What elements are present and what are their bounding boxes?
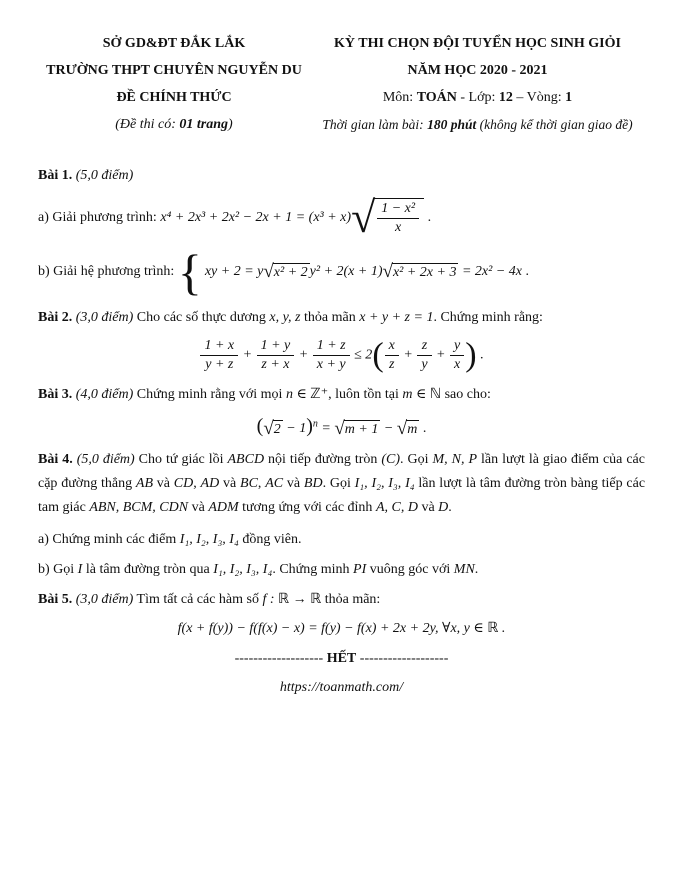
- problem-label: Bài 3.: [38, 387, 73, 402]
- text-segment: lần lượt là tâm đường tròn bàng tiếp các tam giác: [38, 476, 646, 515]
- department-name: SỞ GD&ĐT ĐẮK LẮK: [102, 36, 246, 51]
- duration-line: [310, 111, 645, 138]
- text-segment: Tìm tất cả các hàm số: [133, 592, 263, 607]
- text-segment: .: [448, 500, 452, 515]
- problem-label: Bài 4.: [38, 452, 73, 467]
- exponent: n: [312, 418, 318, 430]
- text-segment: thỏa mãn:: [321, 592, 381, 607]
- fraction: [200, 338, 238, 373]
- text-segment: là tâm đường tròn qua: [82, 562, 214, 577]
- square-root: [396, 417, 420, 439]
- het-label: HẾT: [326, 651, 357, 666]
- text-segment: sao cho:: [441, 387, 491, 402]
- operator: −: [380, 421, 397, 436]
- system-rows: [205, 259, 522, 285]
- equation-system: [178, 246, 522, 298]
- left-paren: (: [256, 415, 264, 437]
- text-segment: .: [522, 264, 529, 280]
- operator: +: [242, 347, 253, 363]
- fraction: [257, 338, 295, 373]
- radicand: 2: [273, 421, 281, 437]
- radical-sign: √: [396, 417, 408, 439]
- fraction-denominator: x + y: [316, 357, 346, 372]
- radicand: x² + 2x + 3: [392, 264, 457, 280]
- text-segment: . Gọi: [400, 452, 433, 467]
- fraction: [417, 338, 431, 373]
- subject-name: TOÁN: [416, 90, 457, 105]
- radical-sign: √: [382, 260, 393, 282]
- issuer-block: [38, 30, 310, 138]
- math-segment: I₁, I₂, I₃, I₄: [354, 476, 415, 491]
- problem-points: (5,0 điểm): [75, 168, 134, 183]
- math-segment: xy + 2 = y: [204, 264, 264, 279]
- square-root: [382, 260, 459, 282]
- page-count-note: [38, 111, 310, 138]
- duration-value: 180 phút: [427, 117, 477, 132]
- problem-5-equation: f(x + f(y)) − f(f(x) − x) = f(y) − f(x) + 2x + 2y, ∀x, y ∈ ℝ .: [177, 621, 506, 636]
- operator: +: [298, 347, 309, 363]
- math-segment: ABCD: [227, 452, 265, 467]
- problem-5-heading: [38, 588, 645, 612]
- source-link[interactable]: https://toanmath.com/: [279, 680, 404, 695]
- problem-3-heading: [38, 383, 645, 407]
- problem-3-equation: [38, 415, 645, 438]
- operator: +: [436, 347, 446, 363]
- radicand: [373, 198, 424, 236]
- math-segment: PI: [353, 562, 367, 577]
- text-segment: .: [474, 562, 479, 577]
- problem-4b-line: [38, 558, 645, 582]
- operator: +: [403, 347, 413, 363]
- problem-points: (4,0 điểm): [75, 387, 134, 402]
- exam-header: [38, 30, 645, 138]
- text-segment: a) Chứng minh các điểm: [38, 532, 180, 547]
- problem-4-statement: [38, 448, 645, 520]
- text-segment: – Vòng:: [512, 90, 566, 105]
- text-segment: . Chứng minh rằng:: [433, 310, 543, 325]
- text-segment: và: [153, 476, 174, 491]
- square-root: [351, 193, 424, 242]
- fraction-numerator: x: [385, 338, 399, 356]
- fraction-denominator: z + x: [261, 357, 290, 372]
- system-row: [204, 260, 310, 282]
- grade-value: 12: [498, 90, 513, 105]
- math-segment: BC: [240, 476, 258, 491]
- text-segment: và: [219, 476, 241, 491]
- fraction-numerator: 1 − x²: [377, 201, 419, 219]
- relation: =: [317, 421, 335, 436]
- dash-segment: -------------------: [234, 651, 324, 666]
- school-name: TRƯỜNG THPT CHUYÊN NGUYỄN DU: [46, 63, 302, 78]
- subject-line: [310, 84, 645, 111]
- radical-sign: √: [334, 417, 345, 439]
- text-segment: . Gọi: [322, 476, 355, 491]
- problem-1-heading: [38, 164, 645, 188]
- page-count-value: 01 trang: [179, 117, 229, 132]
- fraction: [450, 338, 464, 373]
- text-segment: và: [417, 500, 439, 515]
- exam-title-block: [310, 30, 645, 138]
- problem-1a-line: [38, 193, 645, 242]
- text-segment: lần lượt là giao điểm của các cặp đường thẳng: [38, 452, 645, 491]
- text-segment: và: [188, 500, 209, 515]
- problem-label: Bài 5.: [38, 592, 73, 607]
- math-segment: x⁴ + 2x³ + 2x² − 2x + 1 = (x³ + x): [160, 210, 352, 226]
- text-segment: ,: [193, 476, 201, 491]
- fraction-denominator: x: [395, 220, 402, 235]
- math-segment: AC: [265, 476, 284, 491]
- text-segment: Môn:: [382, 90, 417, 105]
- problem-points: (5,0 điểm): [76, 452, 135, 467]
- text-segment: nội tiếp đường tròn: [264, 452, 382, 467]
- text-segment: .: [419, 421, 427, 436]
- exam-title: KỲ THI CHỌN ĐỘI TUYỂN HỌC SINH GIỎI: [334, 36, 621, 51]
- text-segment: - Lớp:: [456, 90, 499, 105]
- fraction-denominator: x: [453, 357, 461, 372]
- square-root: [263, 260, 309, 282]
- square-root: [263, 417, 282, 439]
- text-segment: Thời gian làm bài:: [322, 117, 428, 132]
- math-segment: AB: [135, 476, 153, 491]
- square-root: [334, 417, 380, 439]
- text-segment: Cho các số thực dương: [133, 310, 270, 325]
- math-segment: (C): [381, 452, 401, 467]
- math-segment: AD: [200, 476, 220, 491]
- right-paren: ): [465, 336, 477, 374]
- text-segment: vuông góc với: [366, 562, 454, 577]
- round-value: 1: [565, 90, 573, 105]
- text-segment: .: [424, 210, 432, 226]
- official-exam-label: ĐỀ CHÍNH THỨC: [116, 90, 232, 105]
- system-brace: {: [177, 244, 202, 300]
- left-paren: (: [372, 336, 384, 374]
- text-segment: Cho tứ giác lồi: [134, 452, 228, 467]
- text-segment: và: [283, 476, 304, 491]
- fraction-numerator: 1 + y: [257, 338, 295, 356]
- radical-sign: √: [351, 193, 376, 242]
- problem-label: Bài 2.: [38, 310, 73, 325]
- end-marker: [38, 647, 645, 671]
- text-segment: Chứng minh rằng với mọi: [133, 387, 286, 402]
- math-segment: ABN, BCM, CDN: [89, 500, 189, 515]
- dash-segment: -------------------: [359, 651, 449, 666]
- fraction-denominator: y: [421, 357, 428, 372]
- text-segment: a) Giải phương trình:: [38, 210, 161, 226]
- math-segment: − 1: [282, 421, 307, 436]
- math-segment: x, y, z: [269, 310, 301, 325]
- problem-points: (3,0 điểm): [75, 310, 134, 325]
- fraction-numerator: 1 + x: [200, 338, 238, 356]
- math-segment: I₁, I₂, I₃, I₄: [213, 562, 273, 577]
- radicand: x² + 2: [273, 264, 308, 280]
- text-segment: đồng viên.: [238, 532, 302, 547]
- math-segment: = 2x² − 4x: [458, 264, 522, 279]
- math-segment: MN: [453, 562, 475, 577]
- text-segment: , luôn tồn tại: [328, 387, 403, 402]
- problem-2-inequality: [38, 338, 645, 373]
- math-segment: CD: [173, 476, 194, 491]
- math-segment: m ∈ ℕ: [402, 387, 442, 402]
- problem-4a-line: [38, 528, 645, 552]
- fraction-denominator: y + z: [205, 357, 234, 372]
- text-segment: b) Gọi: [38, 562, 78, 577]
- text-segment: ,: [257, 476, 266, 491]
- source-link-line: [38, 677, 645, 699]
- relation: ≤ 2: [354, 347, 373, 363]
- radical-sign: √: [263, 260, 274, 282]
- fraction: [313, 338, 350, 373]
- math-segment: A, C, D: [375, 500, 418, 515]
- text-segment: . Chứng minh: [272, 562, 354, 577]
- math-segment: x + y + z = 1: [359, 310, 434, 325]
- problem-2-heading: [38, 306, 645, 330]
- text-segment: thỏa mãn: [300, 310, 360, 325]
- fraction-denominator: z: [389, 357, 395, 372]
- math-segment: I₁, I₂, I₃, I₄: [179, 532, 239, 547]
- fraction-numerator: z: [417, 338, 431, 356]
- math-segment: y² + 2(x + 1): [309, 264, 383, 279]
- fraction: [385, 338, 399, 373]
- math-segment: M, N, P: [432, 452, 478, 467]
- text-segment: b) Giải hệ phương trình:: [38, 264, 178, 280]
- text-segment: (Đề thi có:: [115, 117, 180, 132]
- text-segment: .: [476, 347, 484, 363]
- math-segment: n ∈ ℤ⁺: [285, 387, 329, 402]
- system-row: [309, 260, 522, 282]
- problem-label: Bài 1.: [38, 168, 73, 183]
- math-segment: f : ℝ → ℝ: [262, 592, 322, 607]
- math-segment: D: [438, 500, 449, 515]
- radicand: m + 1: [344, 421, 379, 437]
- math-segment: I: [77, 562, 83, 577]
- right-paren: ): [306, 415, 313, 437]
- fraction-numerator: y: [450, 338, 464, 356]
- radical-sign: √: [263, 417, 274, 439]
- fraction: [377, 201, 419, 236]
- math-segment: ADM: [208, 500, 239, 515]
- text-segment: ): [228, 117, 233, 132]
- school-year: NĂM HỌC 2020 - 2021: [407, 63, 548, 78]
- fraction-numerator: 1 + z: [313, 338, 350, 356]
- radicand: m: [407, 421, 418, 437]
- math-segment: BD: [303, 476, 323, 491]
- problem-points: (3,0 điểm): [75, 592, 134, 607]
- exam-body: [38, 164, 645, 699]
- text-segment: tương ứng với các đỉnh: [238, 500, 376, 515]
- text-segment: (không kể thời gian giao đề): [476, 117, 633, 132]
- problem-1b-line: [38, 246, 645, 298]
